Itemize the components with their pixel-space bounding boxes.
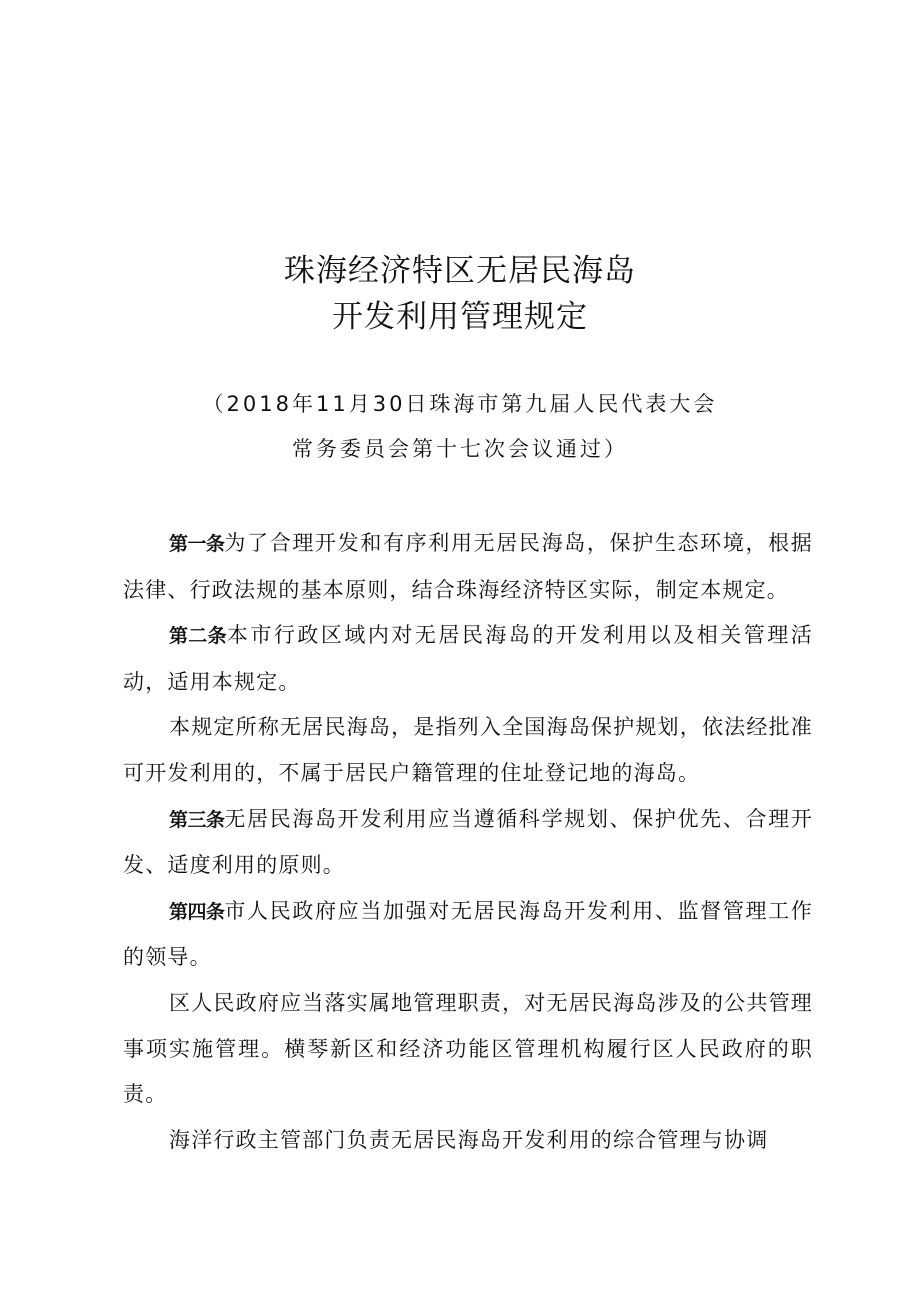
- document-body: [123, 521, 813, 1163]
- paragraph-text: 本市行政区域内对无居民海岛的开发利用以及相关管理活动，适用本规定。: [123, 623, 813, 694]
- adoption-note-line-1: （2018年11月30日珠海市第九届人民代表大会: [202, 392, 718, 416]
- article-number: 第四条: [169, 900, 225, 923]
- paragraph-article-3: [123, 797, 813, 889]
- document-title-line-1: 珠海经济特区无居民海岛: [284, 253, 636, 289]
- document-title-line-2: 开发利用管理规定: [332, 299, 588, 335]
- article-number: 第二条: [169, 625, 227, 648]
- paragraph-text: 海洋行政主管部门负责无居民海岛开发利用的综合管理与协调: [169, 1127, 769, 1152]
- paragraph-text: 无居民海岛开发利用应当遵循科学规划、保护优先、合理开发、适度利用的原则。: [123, 806, 813, 878]
- paragraph-article-1: [123, 521, 813, 613]
- paragraph-text: 本规定所称无居民海岛，是指列入全国海岛保护规划，依法经批准可开发利用的，不属于居民户籍管理的住址登记地的海岛。: [123, 715, 813, 785]
- paragraph-text: 市人民政府应当加强对无居民海岛开发利用、监督管理工作的领导。: [123, 898, 813, 970]
- adoption-note-line-2: 常务委员会第十七次会议通过）: [292, 437, 628, 461]
- paragraph-article-2-clause-2: [123, 705, 813, 796]
- article-number: 第三条: [169, 808, 225, 831]
- article-number: 第一条: [169, 533, 225, 555]
- paragraph-article-4-clause-3: [123, 1118, 813, 1164]
- paragraph-text: 为了合理开发和有序利用无居民海岛，保护生态环境，根据法律、行政法规的基本原则，结合珠海经济特区实际，制定本规定。: [123, 531, 813, 602]
- paragraph-article-2: [123, 613, 813, 705]
- paragraph-text: 区人民政府应当落实属地管理职责，对无居民海岛涉及的公共管理事项实施管理。横琴新区和经济功能区管理机构履行区人民政府的职责。: [123, 990, 813, 1107]
- paragraph-article-4: [123, 889, 813, 981]
- paragraph-article-4-clause-2: [123, 981, 813, 1118]
